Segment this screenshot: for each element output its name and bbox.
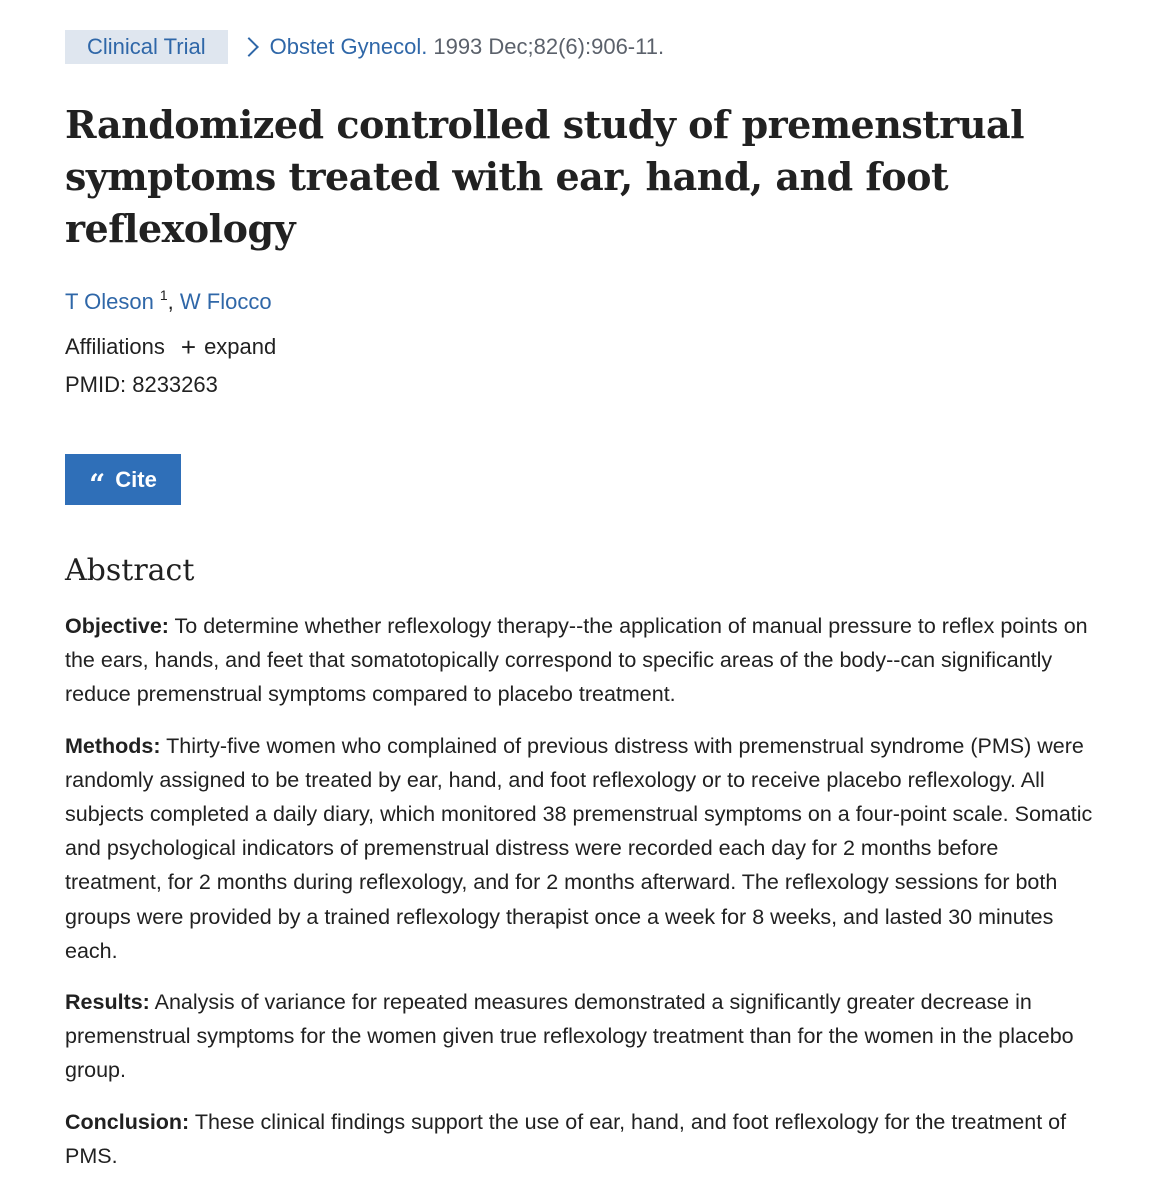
quote-icon: “ <box>89 467 106 501</box>
abstract-section-results <box>65 985 1095 1088</box>
article-title: Randomized controlled study of premenstrual symptoms treated with ear, hand, and foot reflexology <box>65 102 1025 251</box>
author-list <box>65 280 272 317</box>
cite-button-label: Cite <box>115 466 157 492</box>
abstract-heading: Abstract <box>65 553 195 588</box>
author-link[interactable]: W Flocco <box>179 289 272 314</box>
section-text: Thirty-five women who complained of previous distress with premenstrual syndrome (PMS) were randomly assigned to be treated by ear, hand, and foot reflexology or to receive placebo reflexology. All subjects completed a daily diary, which monitored 38 premenstrual symptoms on a four-point scale. Somatic and psychological indicators of premenstrual distress were recorded each day for 2 months before treatment, for 2 months during reflexology, and for 2 months afterward. The reflexology sessions for both groups were provided by a trained reflexology therapist once a week for 8 weeks, and lasted 30 minutes each. <box>65 733 1093 963</box>
journal-citation: 1993 Dec;82(6):906-11. <box>433 34 665 59</box>
abstract-body <box>65 609 1095 1190</box>
expand-affiliations-button[interactable]: expand <box>204 334 277 359</box>
journal-link[interactable]: Obstet Gynecol. <box>269 34 428 59</box>
section-label: Methods: <box>65 733 161 758</box>
publication-type-badge[interactable]: Clinical Trial <box>65 30 228 64</box>
section-text: These clinical findings support the use of ear, hand, and foot reflexology for the treatment of PMS. <box>65 1109 1067 1168</box>
abstract-section-conclusion <box>65 1105 1095 1173</box>
affiliations-row <box>65 332 276 362</box>
section-label: Conclusion: <box>65 1109 190 1134</box>
section-text: Analysis of variance for repeated measures demonstrated a significantly greater decrease in premenstrual symptoms for the women given true reflexology treatment than for the women in the placebo group. <box>65 990 1074 1083</box>
section-text: To determine whether reflexology therapy--the application of manual pressure to reflex points on the ears, hands, and feet that somatotopically correspond to specific areas of the body--can significantly reduce premenstrual symptoms compared to placebo treatment. <box>65 614 1088 707</box>
citation-bar <box>65 30 664 64</box>
abstract-section-methods <box>65 729 1095 968</box>
pmid: PMID: 8233263 <box>65 372 218 397</box>
affiliations-label: Affiliations <box>65 334 165 359</box>
section-label: Objective: <box>65 614 169 638</box>
author-separator: , <box>167 289 174 314</box>
chevron-right-icon <box>239 37 259 57</box>
cite-button[interactable] <box>65 454 181 505</box>
author-link[interactable]: T Oleson <box>65 289 154 314</box>
section-label: Results: <box>65 990 150 1015</box>
plus-icon[interactable]: + <box>180 332 197 362</box>
affiliation-ref[interactable]: 1 <box>159 287 168 303</box>
abstract-section-objective <box>65 609 1095 712</box>
